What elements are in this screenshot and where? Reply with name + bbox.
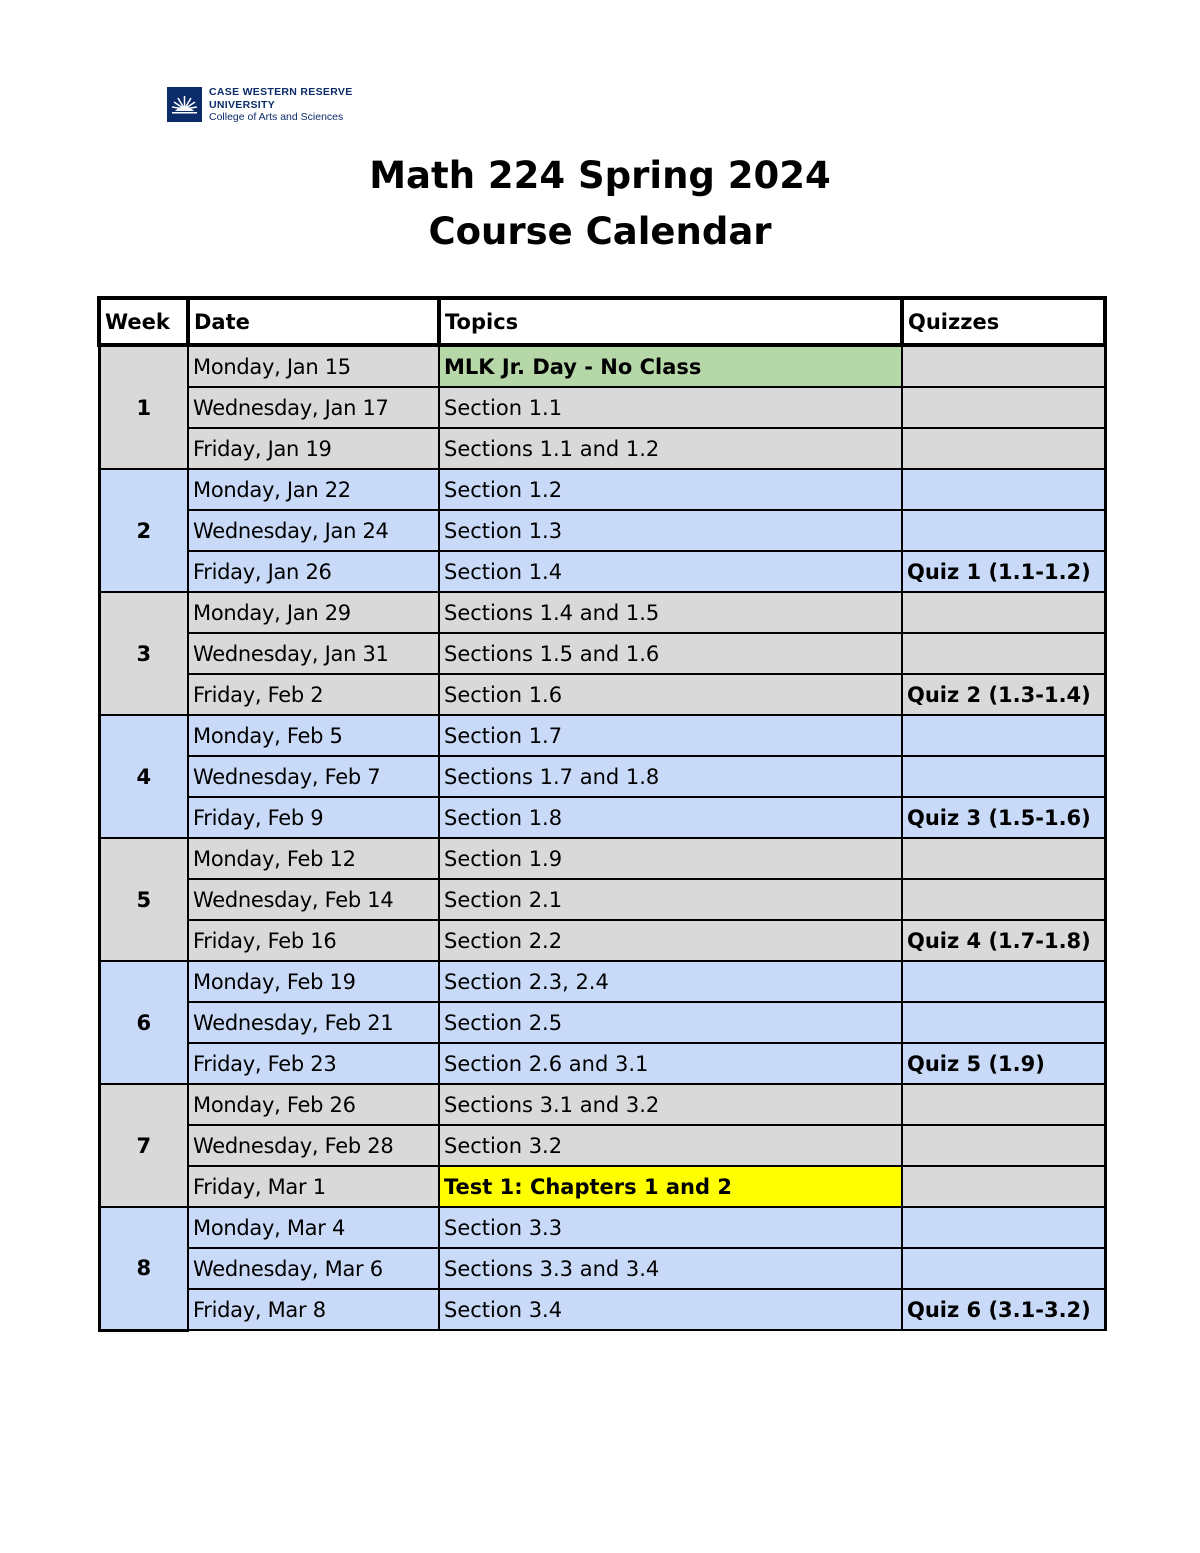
- week-number: 5: [99, 838, 188, 961]
- table-row: [99, 674, 1105, 715]
- quiz-cell: [902, 838, 1105, 879]
- week-number: 6: [99, 961, 188, 1084]
- table-row: [99, 1084, 1105, 1125]
- date-cell: Monday, Jan 15: [188, 345, 439, 387]
- topic-cell: Section 1.8: [439, 797, 902, 838]
- topic-cell: MLK Jr. Day - No Class: [439, 345, 902, 387]
- table-row: [99, 633, 1105, 674]
- week-number: 8: [99, 1207, 188, 1330]
- table-row: [99, 756, 1105, 797]
- date-cell: Friday, Feb 16: [188, 920, 439, 961]
- quiz-cell: [902, 715, 1105, 756]
- table-header-row: [99, 298, 1105, 345]
- topic-cell: Section 2.3, 2.4: [439, 961, 902, 1002]
- topic-cell: Section 1.1: [439, 387, 902, 428]
- table-row: [99, 879, 1105, 920]
- topic-cell: Section 2.6 and 3.1: [439, 1043, 902, 1084]
- quiz-cell: [902, 1166, 1105, 1207]
- week-number: 3: [99, 592, 188, 715]
- topic-cell: Sections 3.1 and 3.2: [439, 1084, 902, 1125]
- date-cell: Friday, Jan 26: [188, 551, 439, 592]
- university-logo: [167, 86, 353, 124]
- quiz-cell: Quiz 5 (1.9): [902, 1043, 1105, 1084]
- topic-cell: Section 1.2: [439, 469, 902, 510]
- quiz-cell: [902, 756, 1105, 797]
- quiz-cell: [902, 1207, 1105, 1248]
- table-row: [99, 345, 1105, 387]
- date-cell: Wednesday, Feb 14: [188, 879, 439, 920]
- table-row: [99, 510, 1105, 551]
- date-cell: Wednesday, Feb 21: [188, 1002, 439, 1043]
- quiz-cell: [902, 1002, 1105, 1043]
- quiz-cell: [902, 1248, 1105, 1289]
- quiz-cell: [902, 633, 1105, 674]
- week-number: 7: [99, 1084, 188, 1207]
- quiz-cell: Quiz 3 (1.5-1.6): [902, 797, 1105, 838]
- date-cell: Monday, Mar 4: [188, 1207, 439, 1248]
- table-row: [99, 1002, 1105, 1043]
- week-number: 4: [99, 715, 188, 838]
- table-row: [99, 1166, 1105, 1207]
- quiz-cell: [902, 469, 1105, 510]
- quiz-cell: Quiz 6 (3.1-3.2): [902, 1289, 1105, 1330]
- date-cell: Friday, Mar 8: [188, 1289, 439, 1330]
- quiz-cell: Quiz 4 (1.7-1.8): [902, 920, 1105, 961]
- topic-cell: Section 3.3: [439, 1207, 902, 1248]
- header-quizzes: Quizzes: [902, 298, 1105, 345]
- table-row: [99, 1289, 1105, 1330]
- topic-cell: Section 2.5: [439, 1002, 902, 1043]
- date-cell: Wednesday, Feb 7: [188, 756, 439, 797]
- topic-cell: Section 1.9: [439, 838, 902, 879]
- date-cell: Monday, Feb 5: [188, 715, 439, 756]
- table-row: [99, 961, 1105, 1002]
- topic-cell: Section 2.1: [439, 879, 902, 920]
- date-cell: Monday, Jan 29: [188, 592, 439, 633]
- topic-cell: Section 1.7: [439, 715, 902, 756]
- topic-cell: Section 1.4: [439, 551, 902, 592]
- date-cell: Wednesday, Jan 17: [188, 387, 439, 428]
- topic-cell: Sections 1.7 and 1.8: [439, 756, 902, 797]
- table-row: [99, 592, 1105, 633]
- header-week: Week: [99, 298, 188, 345]
- course-calendar-table: [97, 296, 1107, 1332]
- topic-cell: Section 1.6: [439, 674, 902, 715]
- title-line-2: Course Calendar: [428, 210, 772, 253]
- topic-cell: Section 3.4: [439, 1289, 902, 1330]
- quiz-cell: [902, 961, 1105, 1002]
- quiz-cell: [902, 428, 1105, 469]
- date-cell: Friday, Mar 1: [188, 1166, 439, 1207]
- quiz-cell: [902, 592, 1105, 633]
- date-cell: Friday, Feb 2: [188, 674, 439, 715]
- table-row: [99, 797, 1105, 838]
- date-cell: Wednesday, Mar 6: [188, 1248, 439, 1289]
- quiz-cell: Quiz 1 (1.1-1.2): [902, 551, 1105, 592]
- table-row: [99, 715, 1105, 756]
- date-cell: Friday, Feb 23: [188, 1043, 439, 1084]
- header-topics: Topics: [439, 298, 902, 345]
- date-cell: Monday, Feb 12: [188, 838, 439, 879]
- table-row: [99, 387, 1105, 428]
- quiz-cell: [902, 387, 1105, 428]
- date-cell: Friday, Jan 19: [188, 428, 439, 469]
- topic-cell: Sections 1.4 and 1.5: [439, 592, 902, 633]
- quiz-cell: Quiz 2 (1.3-1.4): [902, 674, 1105, 715]
- quiz-cell: [902, 345, 1105, 387]
- header-date: Date: [188, 298, 439, 345]
- topic-cell: Sections 1.1 and 1.2: [439, 428, 902, 469]
- table-row: [99, 1125, 1105, 1166]
- table-row: [99, 551, 1105, 592]
- topic-cell: Test 1: Chapters 1 and 2: [439, 1166, 902, 1207]
- week-number: 1: [99, 345, 188, 469]
- date-cell: Wednesday, Jan 31: [188, 633, 439, 674]
- topic-cell: Section 1.3: [439, 510, 902, 551]
- table-row: [99, 428, 1105, 469]
- table-row: [99, 1248, 1105, 1289]
- date-cell: Monday, Feb 26: [188, 1084, 439, 1125]
- week-number: 2: [99, 469, 188, 592]
- table-row: [99, 469, 1105, 510]
- table-row: [99, 838, 1105, 879]
- date-cell: Wednesday, Jan 24: [188, 510, 439, 551]
- title-line-1: Math 224 Spring 2024: [369, 154, 831, 197]
- date-cell: Wednesday, Feb 28: [188, 1125, 439, 1166]
- date-cell: Friday, Feb 9: [188, 797, 439, 838]
- topic-cell: Section 2.2: [439, 920, 902, 961]
- topic-cell: Sections 3.3 and 3.4: [439, 1248, 902, 1289]
- date-cell: Monday, Feb 19: [188, 961, 439, 1002]
- table-row: [99, 1207, 1105, 1248]
- table-row: [99, 1043, 1105, 1084]
- date-cell: Monday, Jan 22: [188, 469, 439, 510]
- quiz-cell: [902, 879, 1105, 920]
- quiz-cell: [902, 510, 1105, 551]
- logo-line-3: College of Arts and Sciences: [209, 111, 344, 123]
- logo-line-1: CASE WESTERN RESERVE: [209, 86, 353, 98]
- sunburst-logo-icon: [167, 87, 202, 122]
- topic-cell: Sections 1.5 and 1.6: [439, 633, 902, 674]
- page-title: [0, 148, 1200, 260]
- table-row: [99, 920, 1105, 961]
- logo-line-2: UNIVERSITY: [209, 98, 276, 111]
- quiz-cell: [902, 1084, 1105, 1125]
- quiz-cell: [902, 1125, 1105, 1166]
- topic-cell: Section 3.2: [439, 1125, 902, 1166]
